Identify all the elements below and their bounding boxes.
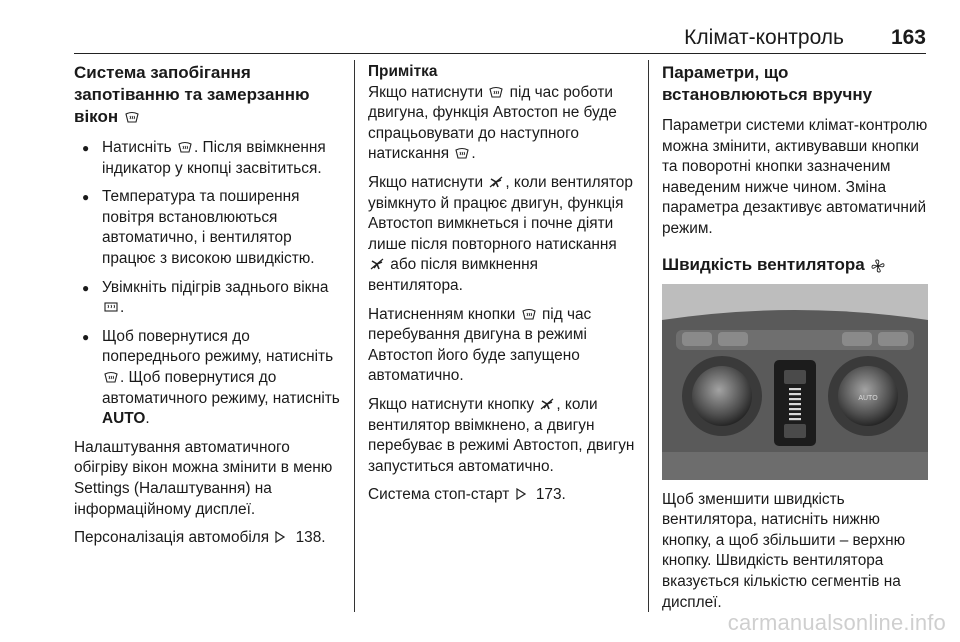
- auto-knob-label: AUTO: [858, 394, 878, 402]
- rear-window-heat-icon: [104, 301, 118, 313]
- column-right: [662, 62, 928, 621]
- list-item: ● Температура та поширення повітря встановлюються автоматично, і вентилятор працює з високою швидкістю.: [74, 187, 344, 269]
- reference-arrow-icon: [275, 531, 289, 543]
- paragraph: Щоб зменшити швидкість вентилятора, натисніть нижню кнопку, а щоб збільшити – верхню кнопку. Швидкість вентилятора вказується кількістю сегментів на дисплеї.: [662, 490, 906, 611]
- column-divider: [648, 60, 649, 612]
- heading-manual-settings: Параметри, що встановлюються вручну: [662, 63, 873, 104]
- column-divider: [354, 60, 355, 612]
- note-paragraph: Якщо натиснути , коли вентилятор увімкнуто й працює двигун, функція Автостоп вимкнеться і почне діяти лише після повторного натискання або після вимкнення вентилятора.: [368, 173, 633, 294]
- column-middle: [368, 62, 636, 514]
- windshield-defrost-icon: [489, 86, 503, 98]
- windshield-defrost-icon: [104, 371, 118, 383]
- fan-icon: [871, 259, 885, 271]
- fan-off-icon: [370, 258, 384, 270]
- bullet-list: [74, 138, 344, 430]
- page-number: 163: [890, 26, 926, 49]
- list-item: ● Щоб повернутися до попереднього режиму, натисніть . Щоб повернутися до автоматичного режиму, натисніть AUTO.: [74, 327, 344, 430]
- note-paragraph: Якщо натиснути кнопку , коли вентилятор ввімкнено, а двигун перебуває в режимі Автостоп, двигун запуститься автоматично.: [368, 395, 635, 475]
- page-header: [74, 24, 926, 54]
- note-paragraph: Натисненням кнопки під час перебування двигуна в режимі Автостоп його буде запущено автоматично.: [368, 305, 592, 385]
- section-title: Клімат-контроль: [684, 26, 844, 49]
- note-title: Примітка: [368, 63, 438, 80]
- windshield-defrost-icon: [125, 111, 139, 123]
- fan-off-icon: [489, 176, 503, 188]
- heading-fan-speed: Швидкість вентилятора: [662, 254, 928, 276]
- note-paragraph: Якщо натиснути під час роботи двигуна, функція Автостоп не буде спрацьовувати до наступного натискання .: [368, 83, 617, 163]
- list-item: ● Увімкніть підігрів заднього вікна .: [74, 278, 344, 319]
- heading-defrost: Система запобігання запотіванню та замерзанню вікон: [74, 63, 310, 126]
- column-left: [74, 62, 344, 557]
- windshield-defrost-icon: [178, 141, 192, 153]
- header-rule: [74, 53, 926, 54]
- cross-reference: Система стоп-старт 173.: [368, 486, 566, 504]
- list-item: ● Натисніть . Після ввімкнення індикатор у кнопці засвітиться.: [74, 138, 344, 179]
- paragraph: Налаштування автоматичного обігріву вікон можна змінити в меню Settings (Налаштування) на інформаційному дисплеї.: [74, 438, 333, 518]
- paragraph: Параметри системи клімат-контролю можна змінити, активувавши кнопки та поворотні кнопки зазначеним наведеним нижче чином. Зміна параметра дезактивує автоматичний режим.: [662, 117, 928, 237]
- fan-off-icon: [540, 398, 554, 410]
- watermark: carmanualsonline.info: [727, 610, 946, 635]
- climate-panel-photo: [662, 284, 928, 480]
- windshield-defrost-icon: [455, 147, 469, 159]
- windshield-defrost-icon: [522, 308, 536, 320]
- reference-arrow-icon: [516, 488, 530, 500]
- cross-reference: Персоналізація автомобіля 138.: [74, 529, 326, 547]
- auto-label: AUTO: [102, 410, 146, 428]
